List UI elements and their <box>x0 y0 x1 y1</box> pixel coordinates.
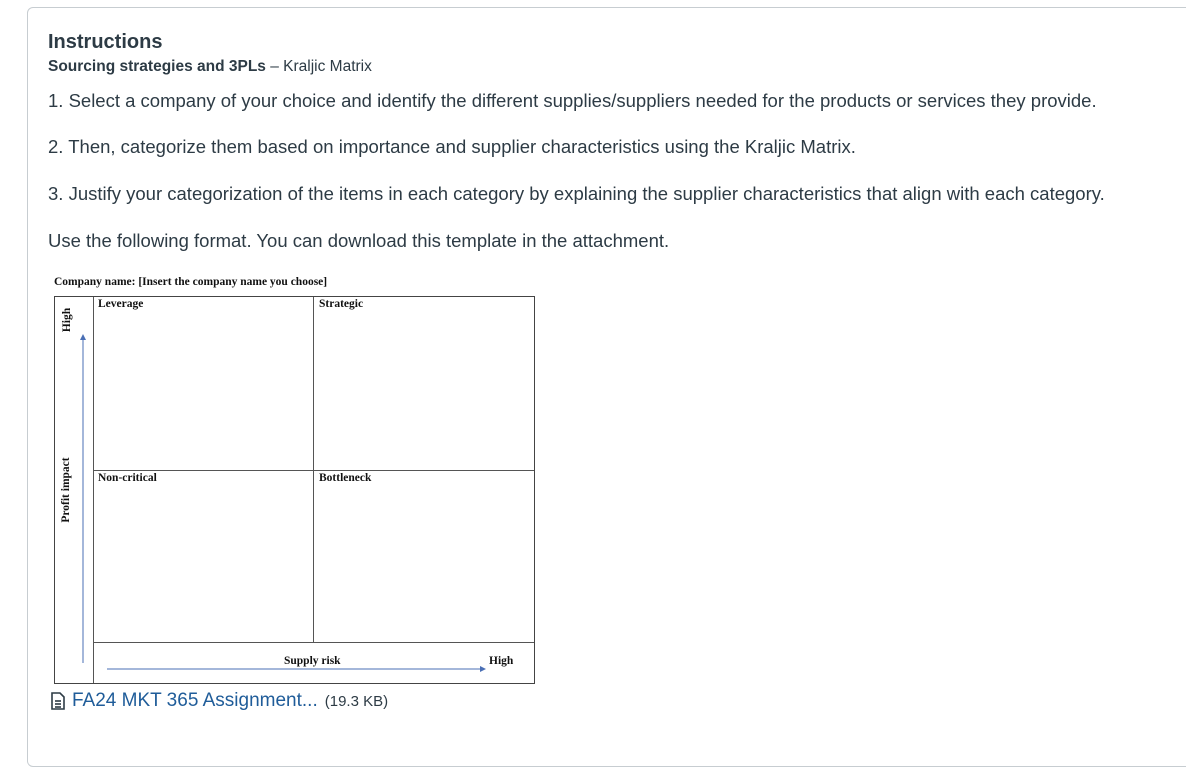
attachment-size: (19.3 KB) <box>324 692 389 710</box>
attachment <box>50 690 388 712</box>
subtitle-bold: Sourcing strategies and 3PLs <box>48 58 266 75</box>
quadrant-bottleneck: Bottleneck <box>319 472 372 484</box>
attachment-link[interactable]: FA24 MKT 365 Assignment... <box>72 690 318 711</box>
y-axis-high-label: High <box>61 307 73 333</box>
assignment-subtitle <box>48 58 372 76</box>
instruction-step-3: 3. Justify your categorization of the items in each category by explaining the supplier characteristics that align with each category. <box>48 183 1105 204</box>
page-title: Instructions <box>48 31 163 53</box>
subtitle-rest: – Kraljic Matrix <box>265 58 372 75</box>
company-name-label: Company name: [Insert the company name you choose] <box>54 276 328 288</box>
quadrant-horizontal-divider <box>93 470 534 471</box>
kraljic-matrix <box>54 296 535 684</box>
axis-row-divider <box>93 642 534 643</box>
instruction-step-1: 1. Select a company of your choice and identify the different supplies/suppliers needed for the products or services they provide. <box>48 90 1097 111</box>
quadrant-non-critical: Non-critical <box>98 472 157 484</box>
x-axis-high-label: High <box>489 655 514 667</box>
document-icon <box>50 692 66 710</box>
y-axis-label: Profit impact <box>60 457 72 523</box>
quadrant-strategic: Strategic <box>319 298 364 310</box>
axis-column-divider <box>93 297 94 683</box>
quadrant-leverage: Leverage <box>98 298 144 310</box>
instruction-step-2: 2. Then, categorize them based on importance and supplier characteristics using the Kraljic Matrix. <box>48 136 856 157</box>
format-note: Use the following format. You can download this template in the attachment. <box>48 230 670 251</box>
x-axis-label: Supply risk <box>284 655 341 667</box>
y-axis-arrow <box>77 333 89 663</box>
